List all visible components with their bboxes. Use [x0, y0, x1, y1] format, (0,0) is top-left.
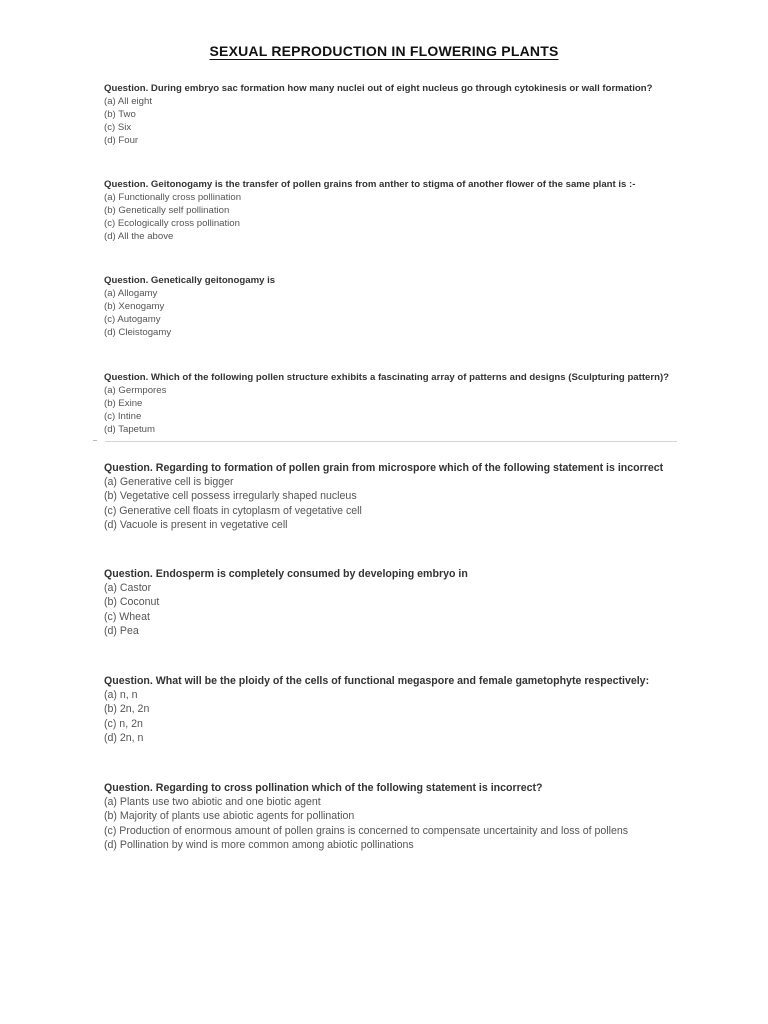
option-b: (b) Majority of plants use abiotic agents for pollination	[104, 810, 355, 823]
option-d: (d) Cleistogamy	[104, 326, 172, 338]
question-6	[104, 567, 468, 638]
option-a: (a) Germpores	[104, 384, 167, 396]
option-b: (b) Xenogamy	[104, 300, 165, 312]
option-b: (b) Coconut	[104, 596, 160, 609]
option-a: (a) All eight	[104, 95, 152, 107]
option-c: (c) Production of enormous amount of pollen grains is concerned to compensate uncertainity and loss of pollens	[104, 824, 629, 837]
option-c: (c) Intine	[104, 410, 142, 422]
question-1	[104, 83, 653, 148]
option-c: (c) n, 2n	[104, 717, 143, 730]
question-stem: Question. During embryo sac formation how many nuclei out of eight nucleus go through cytokinesis or wall formation?	[104, 83, 653, 94]
option-b: (b) 2n, 2n	[104, 703, 150, 716]
option-b: (b) Vegetative cell possess irregularly shaped nucleus	[104, 490, 357, 503]
option-c: (c) Generative cell floats in cytoplasm of vegetative cell	[104, 504, 362, 517]
option-c: (c) Six	[104, 121, 132, 133]
question-stem: Question. Genetically geitonogamy is	[104, 275, 276, 286]
option-d: (d) 2n, n	[104, 731, 144, 744]
question-5	[104, 461, 663, 532]
option-d: (d) Vacuole is present in vegetative cell	[104, 518, 288, 531]
option-b: (b) Genetically self pollination	[104, 204, 230, 216]
page-break-mark	[93, 440, 97, 441]
question-2	[104, 179, 635, 244]
option-a: (a) Allogamy	[104, 287, 158, 299]
question-stem: Question. What will be the ploidy of the cells of functional megaspore and female gametophyte respectively:	[104, 675, 650, 687]
question-stem: Question. Endosperm is completely consumed by developing embryo in	[104, 568, 468, 580]
option-c: (c) Wheat	[104, 610, 150, 623]
question-4	[104, 372, 669, 437]
option-a: (a) Generative cell is bigger	[104, 476, 234, 489]
option-d: (d) Four	[104, 134, 139, 146]
option-b: (b) Exine	[104, 397, 143, 409]
question-stem: Question. Regarding to cross pollination which of the following statement is incorrect?	[104, 782, 543, 794]
option-b: (b) Two	[104, 108, 136, 120]
question-3	[104, 275, 275, 340]
question-stem: Question. Regarding to formation of pollen grain from microspore which of the following statement is incorrect	[104, 462, 664, 474]
option-c: (c) Autogamy	[104, 313, 161, 325]
question-stem: Question. Which of the following pollen structure exhibits a fascinating array of patterns and designs (Sculpturing pattern)?	[104, 372, 670, 383]
option-a: (a) Plants use two abiotic and one biotic agent	[104, 796, 321, 809]
question-7	[104, 674, 649, 745]
option-d: (d) All the above	[104, 230, 174, 242]
page-divider	[105, 441, 677, 442]
option-c: (c) Ecologically cross pollination	[104, 217, 240, 229]
question-stem: Question. Geitonogamy is the transfer of pollen grains from anther to stigma of another flower of the same plant is :-	[104, 179, 636, 190]
option-a: (a) n, n	[104, 689, 138, 702]
option-d: (d) Pollination by wind is more common among abiotic pollinations	[104, 838, 414, 851]
option-a: (a) Castor	[104, 582, 152, 595]
option-a: (a) Functionally cross pollination	[104, 191, 242, 203]
option-d: (d) Tapetum	[104, 423, 156, 435]
page-title: SEXUAL REPRODUCTION IN FLOWERING PLANTS	[209, 43, 559, 59]
option-d: (d) Pea	[104, 624, 139, 637]
question-8	[104, 781, 628, 852]
